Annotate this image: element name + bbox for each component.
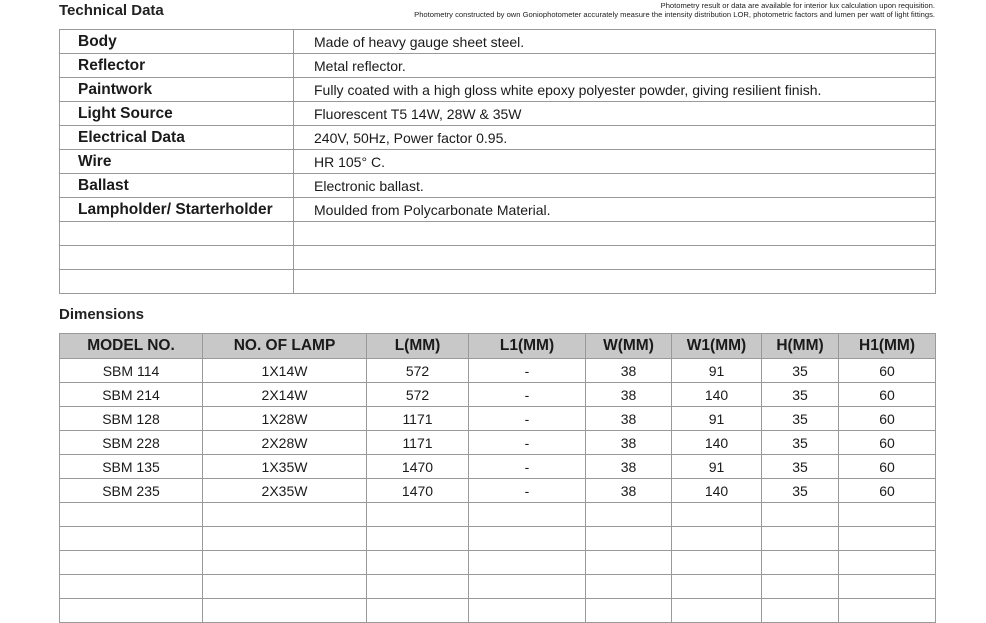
table-cell: 60 bbox=[839, 455, 936, 479]
table-cell bbox=[839, 551, 936, 575]
spec-label: Light Source bbox=[60, 102, 294, 126]
table-cell: - bbox=[469, 407, 586, 431]
table-cell: 60 bbox=[839, 383, 936, 407]
technical-data-table bbox=[59, 29, 936, 294]
table-cell: 38 bbox=[586, 383, 672, 407]
spec-value: Metal reflector. bbox=[294, 54, 936, 78]
spec-value: 240V, 50Hz, Power factor 0.95. bbox=[294, 126, 936, 150]
table-cell bbox=[469, 575, 586, 599]
column-header: W(MM) bbox=[586, 334, 672, 359]
table-cell: - bbox=[469, 359, 586, 383]
table-cell: 2X28W bbox=[203, 431, 367, 455]
table-row bbox=[60, 198, 936, 222]
table-cell: 140 bbox=[672, 383, 762, 407]
spec-label bbox=[60, 246, 294, 270]
photometry-note: Photometry constructed by own Goniophotometer accurately measure the intensity distribution LOR, photometric factors and lumen per watt of light fittings. bbox=[414, 10, 935, 19]
table-cell bbox=[586, 503, 672, 527]
spec-value: Electronic ballast. bbox=[294, 174, 936, 198]
spec-label bbox=[60, 222, 294, 246]
table-cell: 35 bbox=[762, 431, 839, 455]
table-row bbox=[60, 270, 936, 294]
table-cell bbox=[203, 551, 367, 575]
column-header: L1(MM) bbox=[469, 334, 586, 359]
table-cell bbox=[203, 599, 367, 623]
table-cell bbox=[762, 599, 839, 623]
table-cell bbox=[672, 527, 762, 551]
column-header: L(MM) bbox=[367, 334, 469, 359]
table-row bbox=[60, 503, 936, 527]
table-cell: 38 bbox=[586, 407, 672, 431]
column-header: H1(MM) bbox=[839, 334, 936, 359]
table-cell bbox=[839, 527, 936, 551]
table-row bbox=[60, 246, 936, 270]
spec-label: Reflector bbox=[60, 54, 294, 78]
spec-label: Body bbox=[60, 30, 294, 54]
table-cell bbox=[762, 503, 839, 527]
table-row bbox=[60, 126, 936, 150]
table-cell bbox=[203, 527, 367, 551]
table-row bbox=[60, 551, 936, 575]
table-cell: 140 bbox=[672, 431, 762, 455]
table-cell: 572 bbox=[367, 383, 469, 407]
table-row bbox=[60, 222, 936, 246]
technical-data-title: Technical Data bbox=[59, 2, 164, 19]
column-header: NO. OF LAMP bbox=[203, 334, 367, 359]
table-cell bbox=[60, 503, 203, 527]
spec-value: Fluorescent T5 14W, 28W & 35W bbox=[294, 102, 936, 126]
dimensions-title: Dimensions bbox=[59, 306, 145, 323]
table-cell: 35 bbox=[762, 455, 839, 479]
spec-value: HR 105° C. bbox=[294, 150, 936, 174]
table-cell: 60 bbox=[839, 431, 936, 455]
column-header: MODEL NO. bbox=[60, 334, 203, 359]
spec-label: Electrical Data bbox=[60, 126, 294, 150]
table-cell bbox=[672, 599, 762, 623]
table-row bbox=[60, 575, 936, 599]
table-cell: - bbox=[469, 383, 586, 407]
table-cell bbox=[60, 575, 203, 599]
table-cell: 38 bbox=[586, 359, 672, 383]
table-cell: 35 bbox=[762, 359, 839, 383]
table-cell bbox=[469, 551, 586, 575]
table-cell bbox=[586, 575, 672, 599]
table-cell: 140 bbox=[672, 479, 762, 503]
table-cell bbox=[367, 503, 469, 527]
spec-value bbox=[294, 246, 936, 270]
table-cell bbox=[586, 527, 672, 551]
table-row bbox=[60, 54, 936, 78]
table-cell: SBM 128 bbox=[60, 407, 203, 431]
table-cell: 60 bbox=[839, 359, 936, 383]
spec-value bbox=[294, 270, 936, 294]
spec-value: Fully coated with a high gloss white epoxy polyester powder, giving resilient finish. bbox=[294, 78, 936, 102]
spec-value: Moulded from Polycarbonate Material. bbox=[294, 198, 936, 222]
table-cell bbox=[60, 527, 203, 551]
table-cell: 60 bbox=[839, 407, 936, 431]
table-cell bbox=[60, 599, 203, 623]
table-cell bbox=[203, 503, 367, 527]
spec-label: Paintwork bbox=[60, 78, 294, 102]
table-cell: SBM 135 bbox=[60, 455, 203, 479]
table-cell: 38 bbox=[586, 479, 672, 503]
table-cell: 38 bbox=[586, 455, 672, 479]
table-cell: 91 bbox=[672, 455, 762, 479]
dimensions-table bbox=[59, 333, 936, 623]
table-row bbox=[60, 407, 936, 431]
table-cell bbox=[367, 599, 469, 623]
table-cell: 35 bbox=[762, 383, 839, 407]
table-cell bbox=[672, 503, 762, 527]
spec-label bbox=[60, 270, 294, 294]
table-cell bbox=[203, 575, 367, 599]
spec-label: Lampholder/ Starterholder bbox=[60, 198, 294, 222]
table-cell: 1171 bbox=[367, 407, 469, 431]
table-cell: 1171 bbox=[367, 431, 469, 455]
table-cell: 60 bbox=[839, 479, 936, 503]
table-cell bbox=[839, 599, 936, 623]
table-cell bbox=[367, 551, 469, 575]
table-cell bbox=[839, 503, 936, 527]
table-row bbox=[60, 599, 936, 623]
table-cell bbox=[469, 599, 586, 623]
photometry-note: Photometry result or data are available for interior lux calculation upon requisition. bbox=[660, 1, 935, 10]
table-cell bbox=[367, 527, 469, 551]
spec-label: Wire bbox=[60, 150, 294, 174]
table-cell bbox=[367, 575, 469, 599]
table-row bbox=[60, 455, 936, 479]
table-cell: SBM 214 bbox=[60, 383, 203, 407]
spec-value: Made of heavy gauge sheet steel. bbox=[294, 30, 936, 54]
table-cell bbox=[469, 527, 586, 551]
table-row bbox=[60, 150, 936, 174]
table-row bbox=[60, 479, 936, 503]
table-row bbox=[60, 174, 936, 198]
column-header: H(MM) bbox=[762, 334, 839, 359]
table-cell bbox=[586, 551, 672, 575]
table-row bbox=[60, 30, 936, 54]
column-header: W1(MM) bbox=[672, 334, 762, 359]
table-row bbox=[60, 527, 936, 551]
table-cell: 2X14W bbox=[203, 383, 367, 407]
table-cell bbox=[672, 575, 762, 599]
table-cell: SBM 228 bbox=[60, 431, 203, 455]
table-row bbox=[60, 383, 936, 407]
table-cell: 38 bbox=[586, 431, 672, 455]
table-cell: 1X35W bbox=[203, 455, 367, 479]
table-cell: 35 bbox=[762, 407, 839, 431]
table-cell: 1X28W bbox=[203, 407, 367, 431]
table-cell bbox=[762, 575, 839, 599]
table-cell bbox=[60, 551, 203, 575]
table-cell: - bbox=[469, 431, 586, 455]
table-cell: - bbox=[469, 479, 586, 503]
table-row bbox=[60, 102, 936, 126]
table-cell: 35 bbox=[762, 479, 839, 503]
table-cell bbox=[839, 575, 936, 599]
table-cell bbox=[762, 527, 839, 551]
spec-label: Ballast bbox=[60, 174, 294, 198]
table-cell: 91 bbox=[672, 359, 762, 383]
table-cell: 1470 bbox=[367, 455, 469, 479]
table-cell: SBM 235 bbox=[60, 479, 203, 503]
table-row bbox=[60, 359, 936, 383]
table-header-row bbox=[60, 334, 936, 359]
table-row bbox=[60, 78, 936, 102]
table-cell bbox=[672, 551, 762, 575]
table-cell: 1X14W bbox=[203, 359, 367, 383]
spec-value bbox=[294, 222, 936, 246]
table-cell: 91 bbox=[672, 407, 762, 431]
table-cell: SBM 114 bbox=[60, 359, 203, 383]
table-cell: 572 bbox=[367, 359, 469, 383]
table-cell bbox=[586, 599, 672, 623]
table-cell: 2X35W bbox=[203, 479, 367, 503]
table-row bbox=[60, 431, 936, 455]
table-cell bbox=[762, 551, 839, 575]
table-cell: 1470 bbox=[367, 479, 469, 503]
table-cell: - bbox=[469, 455, 586, 479]
table-cell bbox=[469, 503, 586, 527]
